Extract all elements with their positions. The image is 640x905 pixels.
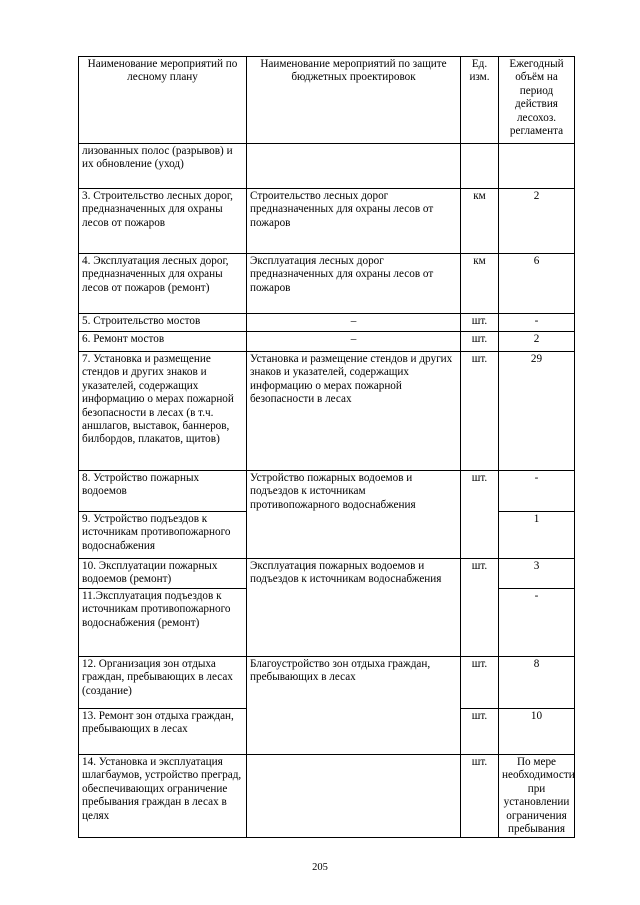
cell-unit: км: [461, 254, 499, 314]
table-row: [79, 471, 575, 512]
cell-volume: 8: [499, 657, 575, 709]
header-unit: Ед. изм.: [461, 57, 499, 144]
cell-activity: 13. Ремонт зон отдыха граждан, пребывающих в лесах: [79, 709, 247, 755]
table-row: [79, 755, 575, 838]
cell-volume: 2: [499, 332, 575, 352]
cell-activity: 8. Устройство пожарных водоемов: [79, 471, 247, 512]
cell-activity: 3. Строительство лесных дорог, предназначенных для охраны лесов от пожаров: [79, 189, 247, 254]
cell-volume: 29: [499, 352, 575, 471]
table-row: [79, 144, 575, 189]
table-row: [79, 352, 575, 471]
table-row: [79, 314, 575, 332]
cell-budget-activity: Строительство лесных дорог предназначенных для охраны лесов от пожаров: [247, 189, 461, 254]
cell-activity: 9. Устройство подъездов к источникам противопожарного водоснабжения: [79, 512, 247, 559]
activities-table: [78, 56, 575, 838]
cell-unit: шт.: [461, 709, 499, 755]
cell-activity: 10. Эксплуатации пожарных водоемов (ремонт): [79, 559, 247, 589]
cell-unit: км: [461, 189, 499, 254]
cell-activity: 14. Установка и эксплуатация шлагбаумов, устройство преград, обеспечивающих ограничение пребывания граждан в лесах в целях: [79, 755, 247, 838]
cell-budget-activity: Эксплуатация пожарных водоемов и подъездов к источникам водоснабжения: [247, 559, 461, 657]
cell-volume: -: [499, 314, 575, 332]
cell-budget-activity: Устройство пожарных водоемов и подъездов к источникам противопожарного водоснабжения: [247, 471, 461, 559]
cell-activity: 7. Установка и размещение стендов и других знаков и указателей, содержащих информацию о мерах пожарной безопасности в лесах (в т.ч. аншлагов, выставок, баннеров, билбордов, плакатов, щитов): [79, 352, 247, 471]
cell-activity: 6. Ремонт мостов: [79, 332, 247, 352]
cell-unit: шт.: [461, 352, 499, 471]
cell-volume: 2: [499, 189, 575, 254]
cell-budget-activity: Установка и размещение стендов и других знаков и указателей, содержащих информацию о мерах пожарной безопасности в лесах: [247, 352, 461, 471]
table-row: [79, 189, 575, 254]
cell-budget-activity: –: [247, 332, 461, 352]
cell-budget-activity: Благоустройство зон отдыха граждан, пребывающих в лесах: [247, 657, 461, 755]
header-annual-volume: Ежегодный объём на период действия лесохоз. регламента: [499, 57, 575, 144]
header-budget: Наименование мероприятий по защите бюджетных проектировок: [247, 57, 461, 144]
cell-activity: 5. Строительство мостов: [79, 314, 247, 332]
cell-volume: По мере необходимости при установлении ограничения пребывания: [499, 755, 575, 838]
cell-activity: 11.Эксплуатация подъездов к источникам противопожарного водоснабжения (ремонт): [79, 589, 247, 657]
table-header-row: [79, 57, 575, 144]
cell-volume: -: [499, 589, 575, 657]
cell-volume: 3: [499, 559, 575, 589]
cell-unit: шт.: [461, 471, 499, 559]
cell-unit: шт.: [461, 332, 499, 352]
cell-activity: 4. Эксплуатация лесных дорог, предназначенных для охраны лесов от пожаров (ремонт): [79, 254, 247, 314]
cell-activity: лизованных полос (разрывов) и их обновление (уход): [79, 144, 247, 189]
cell-activity: 12. Организация зон отдыха граждан, пребывающих в лесах (создание): [79, 657, 247, 709]
cell-budget-activity: –: [247, 314, 461, 332]
cell-unit: шт.: [461, 755, 499, 838]
table-row: [79, 657, 575, 709]
cell-volume: 10: [499, 709, 575, 755]
cell-unit: шт.: [461, 314, 499, 332]
table-row: [79, 332, 575, 352]
cell-unit: шт.: [461, 657, 499, 709]
cell-volume: -: [499, 471, 575, 512]
table-row: [79, 254, 575, 314]
cell-unit: шт.: [461, 559, 499, 657]
cell-volume: 1: [499, 512, 575, 559]
cell-volume: 6: [499, 254, 575, 314]
page-number: 205: [312, 862, 328, 873]
cell-budget-activity: Эксплуатация лесных дорог предназначенных для охраны лесов от пожаров: [247, 254, 461, 314]
header-forest-plan: Наименование мероприятий по лесному плану: [79, 57, 247, 144]
table-row: [79, 559, 575, 589]
